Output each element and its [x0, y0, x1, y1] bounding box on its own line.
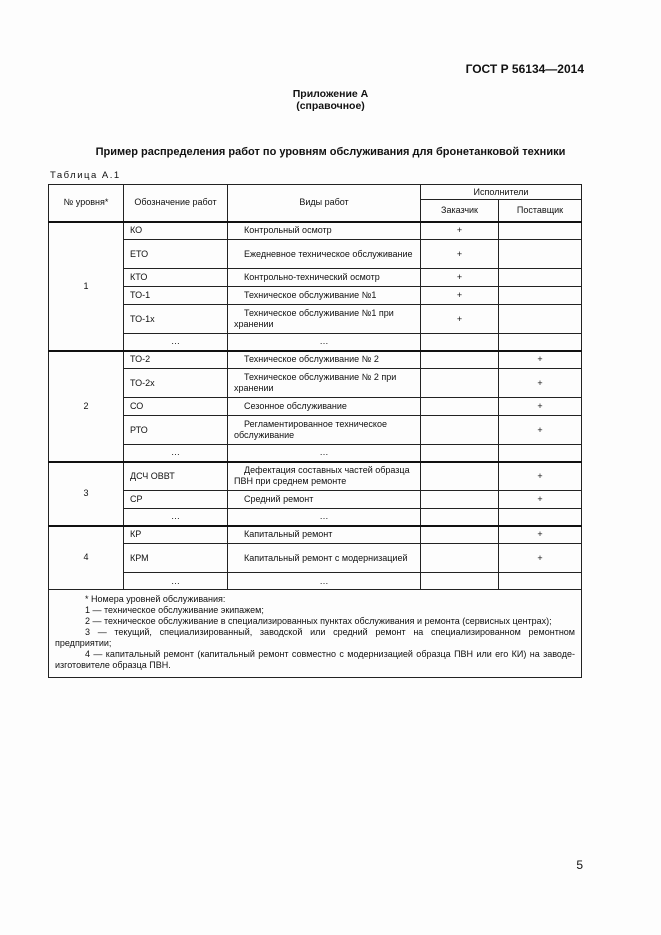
- table-row: [49, 509, 582, 526]
- header-supplier: Поставщик: [499, 200, 582, 222]
- level-cell: 2: [49, 351, 124, 462]
- work-type-cell: Сезонное обслуживание: [228, 398, 421, 416]
- footnote-title: * Номера уровней обслуживания:: [85, 594, 226, 604]
- customer-cell: [421, 491, 499, 509]
- designation-cell: ТО-2: [124, 351, 228, 369]
- table-footnote: [49, 590, 582, 678]
- supplier-cell: [499, 509, 582, 526]
- work-type-cell: …: [228, 445, 421, 462]
- supplier-cell: [499, 445, 582, 462]
- work-type-cell: Контрольно-технический осмотр: [228, 269, 421, 287]
- table-row: [49, 369, 582, 398]
- supplier-cell: +: [499, 526, 582, 544]
- table-row: [49, 351, 582, 369]
- table-row: [49, 269, 582, 287]
- work-type-cell: Средний ремонт: [228, 491, 421, 509]
- supplier-cell: +: [499, 398, 582, 416]
- supplier-cell: [499, 334, 582, 351]
- designation-cell: РТО: [124, 416, 228, 445]
- table-row: [49, 491, 582, 509]
- customer-cell: [421, 544, 499, 573]
- supplier-cell: +: [499, 462, 582, 491]
- table-row: [49, 526, 582, 544]
- work-type-cell: Техническое обслуживание № 2 при хранении: [228, 369, 421, 398]
- designation-cell: ДСЧ ОВВТ: [124, 462, 228, 491]
- table-title: Пример распределения работ по уровням обслуживания для бронетанковой техники: [95, 146, 566, 158]
- standard-number: ГОСТ Р 56134—2014: [465, 62, 584, 76]
- annex-type: (справочное): [296, 100, 365, 112]
- customer-cell: [421, 445, 499, 462]
- work-type-cell: Техническое обслуживание № 2: [228, 351, 421, 369]
- customer-cell: [421, 526, 499, 544]
- supplier-cell: [499, 287, 582, 305]
- header-executors: Исполнители: [421, 185, 582, 200]
- supplier-cell: [499, 240, 582, 269]
- table-row: [49, 222, 582, 240]
- supplier-cell: [499, 222, 582, 240]
- supplier-cell: +: [499, 544, 582, 573]
- work-type-cell: Дефектация составных частей образца ПВН при среднем ремонте: [228, 462, 421, 491]
- level-cell: 3: [49, 462, 124, 526]
- work-type-cell: Техническое обслуживание №1 при хранении: [228, 305, 421, 334]
- customer-cell: [421, 334, 499, 351]
- work-type-cell: Техническое обслуживание №1: [228, 287, 421, 305]
- supplier-cell: +: [499, 351, 582, 369]
- supplier-cell: [499, 573, 582, 590]
- work-type-cell: …: [228, 509, 421, 526]
- designation-cell: ТО-1: [124, 287, 228, 305]
- level-cell: 1: [49, 222, 124, 351]
- level-cell: 4: [49, 526, 124, 590]
- customer-cell: [421, 398, 499, 416]
- designation-cell: …: [124, 573, 228, 590]
- table-row: [49, 240, 582, 269]
- customer-cell: [421, 509, 499, 526]
- designation-cell: СР: [124, 491, 228, 509]
- supplier-cell: [499, 305, 582, 334]
- customer-cell: [421, 462, 499, 491]
- designation-cell: …: [124, 334, 228, 351]
- annex-title: Приложение А: [292, 88, 369, 100]
- customer-cell: +: [421, 269, 499, 287]
- customer-cell: +: [421, 222, 499, 240]
- designation-cell: СО: [124, 398, 228, 416]
- page-number: 5: [576, 858, 583, 872]
- customer-cell: +: [421, 240, 499, 269]
- designation-cell: КРМ: [124, 544, 228, 573]
- supplier-cell: +: [499, 416, 582, 445]
- supplier-cell: +: [499, 369, 582, 398]
- footnote-item: 3 — текущий, специализированный, заводской или средний ремонт на специализированном ремонтном предприятии;: [55, 627, 575, 648]
- work-type-cell: Капитальный ремонт с модернизацией: [228, 544, 421, 573]
- customer-cell: +: [421, 305, 499, 334]
- table-row: [49, 462, 582, 491]
- annex-heading: [0, 88, 661, 112]
- work-type-cell: …: [228, 334, 421, 351]
- customer-cell: [421, 369, 499, 398]
- work-type-cell: Ежедневное техническое обслуживание: [228, 240, 421, 269]
- designation-cell: КТО: [124, 269, 228, 287]
- designation-cell: КО: [124, 222, 228, 240]
- supplier-cell: [499, 269, 582, 287]
- table-row: [49, 334, 582, 351]
- table-row: [49, 573, 582, 590]
- customer-cell: [421, 573, 499, 590]
- designation-cell: ЕТО: [124, 240, 228, 269]
- table-label: Таблица А.1: [50, 170, 121, 181]
- customer-cell: [421, 351, 499, 369]
- header-works: Виды работ: [228, 185, 421, 222]
- table-row: [49, 445, 582, 462]
- supplier-cell: +: [499, 491, 582, 509]
- work-distribution-table: [48, 184, 582, 678]
- table-row: [49, 287, 582, 305]
- work-type-cell: Контрольный осмотр: [228, 222, 421, 240]
- designation-cell: ТО-2х: [124, 369, 228, 398]
- work-type-cell: Капитальный ремонт: [228, 526, 421, 544]
- table-row: [49, 305, 582, 334]
- designation-cell: КР: [124, 526, 228, 544]
- footnote-item: 1 — техническое обслуживание экипажем;: [85, 605, 264, 615]
- customer-cell: +: [421, 287, 499, 305]
- table-row: [49, 544, 582, 573]
- designation-cell: ТО-1х: [124, 305, 228, 334]
- header-level: № уровня*: [49, 185, 124, 222]
- designation-cell: …: [124, 445, 228, 462]
- work-type-cell: Регламентированное техническое обслуживание: [228, 416, 421, 445]
- footnote-item: 4 — капитальный ремонт (капитальный ремонт совместно с модернизацией образца ПВН или его КИ) на заводе-изготовителе образца ПВН.: [55, 649, 575, 670]
- table-row: [49, 398, 582, 416]
- customer-cell: [421, 416, 499, 445]
- header-customer: Заказчик: [421, 200, 499, 222]
- designation-cell: …: [124, 509, 228, 526]
- work-type-cell: …: [228, 573, 421, 590]
- table-row: [49, 416, 582, 445]
- footnote-item: 2 — техническое обслуживание в специализированных пунктах обслуживания и ремонта (сервисных центрах);: [85, 616, 552, 626]
- header-designation: Обозначение работ: [124, 185, 228, 222]
